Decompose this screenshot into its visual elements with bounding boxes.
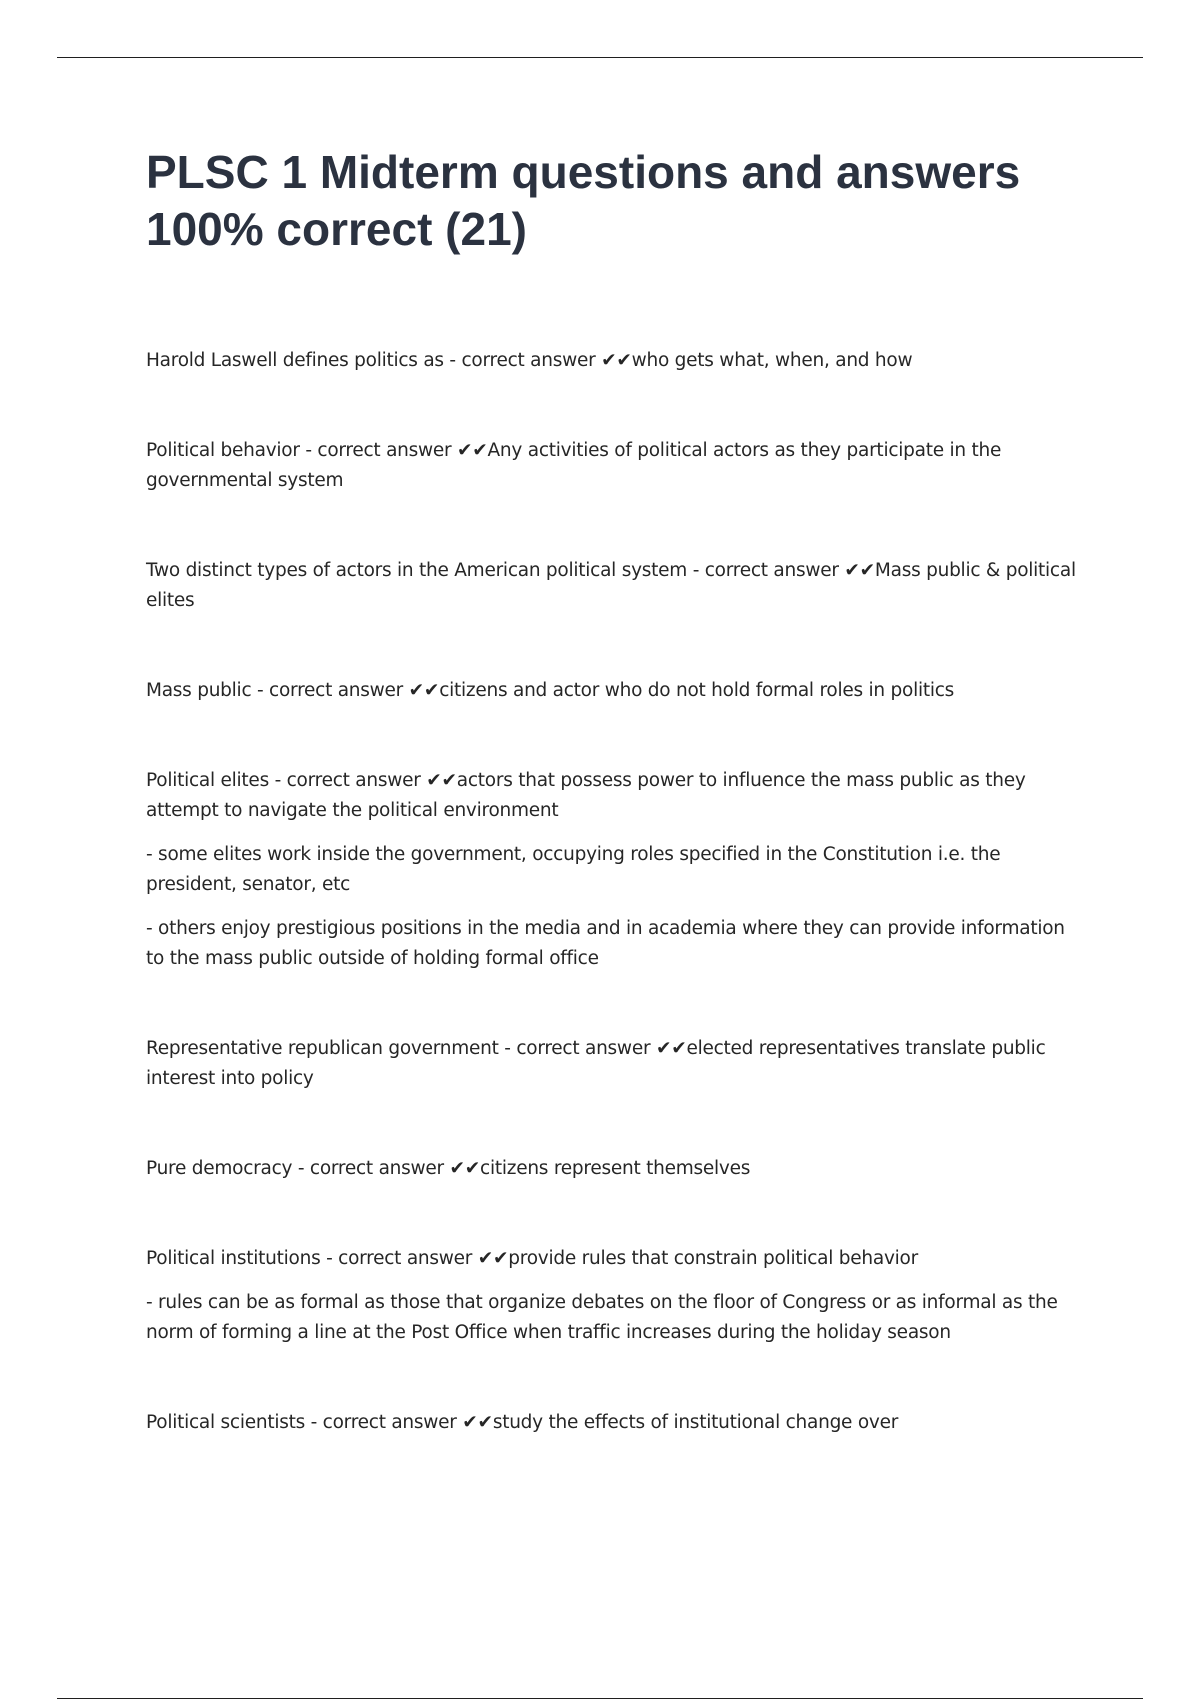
qa-entry xyxy=(146,1154,1086,1184)
qa-answer: Mass public & political elites xyxy=(146,560,1076,611)
qa-line xyxy=(146,1244,1086,1274)
double-checkmark-icon: ✔✔ xyxy=(601,350,632,371)
qa-answer: study the effects of institutional change over xyxy=(492,1412,899,1433)
qa-line xyxy=(146,676,1086,706)
qa-separator: - correct answer xyxy=(443,350,602,371)
qa-entry xyxy=(146,556,1086,616)
qa-line xyxy=(146,346,1086,376)
qa-list xyxy=(146,346,1086,1438)
qa-separator: - correct answer xyxy=(305,1412,463,1433)
qa-line xyxy=(146,1154,1086,1184)
qa-entry xyxy=(146,1034,1086,1094)
qa-separator: - correct answer xyxy=(687,560,845,581)
qa-entry xyxy=(146,346,1086,376)
double-checkmark-icon: ✔✔ xyxy=(408,680,440,701)
qa-line xyxy=(146,1408,1086,1438)
qa-separator: - correct answer xyxy=(498,1038,656,1059)
qa-term: Representative republican government xyxy=(146,1038,499,1059)
double-checkmark-icon: ✔✔ xyxy=(426,770,457,791)
qa-term: Political institutions xyxy=(146,1248,321,1269)
double-checkmark-icon: ✔✔ xyxy=(477,1248,509,1269)
qa-answer: provide rules that constrain political behavior xyxy=(508,1248,918,1269)
qa-separator: - correct answer xyxy=(299,440,458,461)
qa-answer: who gets what, when, and how xyxy=(631,350,913,371)
qa-answer: elected representatives translate public interest into policy xyxy=(146,1038,1046,1089)
qa-term: Political scientists xyxy=(146,1412,305,1433)
double-checkmark-icon: ✔✔ xyxy=(449,1158,481,1179)
qa-line xyxy=(146,1034,1086,1094)
qa-separator: - correct answer xyxy=(268,770,427,791)
double-checkmark-icon: ✔✔ xyxy=(655,1038,687,1059)
qa-separator: - correct answer xyxy=(251,680,409,701)
qa-term: Political elites xyxy=(146,770,269,791)
qa-entry xyxy=(146,766,1086,974)
qa-answer: Any activities of political actors as they participate in the governmental system xyxy=(146,440,1002,491)
qa-entry xyxy=(146,1244,1086,1348)
qa-entry xyxy=(146,436,1086,496)
double-checkmark-icon: ✔✔ xyxy=(457,440,488,461)
qa-term: Two distinct types of actors in the American political system xyxy=(146,560,688,581)
qa-term: Harold Laswell defines politics as xyxy=(146,350,444,371)
document-title: PLSC 1 Midterm questions and answers 100% correct (21) xyxy=(146,146,1021,255)
qa-separator: - correct answer xyxy=(292,1158,450,1179)
qa-answer: citizens represent themselves xyxy=(480,1158,751,1179)
qa-entry xyxy=(146,676,1086,706)
qa-term: Political behavior xyxy=(146,440,300,461)
qa-line xyxy=(146,766,1086,826)
double-checkmark-icon: ✔✔ xyxy=(844,560,875,581)
qa-answer: citizens and actor who do not hold formal roles in politics xyxy=(439,680,955,701)
qa-note: - rules can be as formal as those that organize debates on the floor of Congress or as informal as the norm of forming a line at the Post Office when traffic increases during the holiday season xyxy=(146,1292,1058,1343)
top-rule xyxy=(57,57,1143,58)
qa-note: - some elites work inside the government, occupying roles specified in the Constitution i.e. the president, senator, etc xyxy=(146,844,1001,895)
qa-note: - others enjoy prestigious positions in the media and in academia where they can provide information to the mass public outside of holding formal office xyxy=(146,918,1065,969)
qa-line xyxy=(146,556,1086,616)
qa-line xyxy=(146,436,1086,496)
qa-answer: actors that possess power to influence the mass public as they attempt to navigate the political environment xyxy=(146,770,1026,821)
qa-term: Pure democracy xyxy=(146,1158,293,1179)
double-checkmark-icon: ✔✔ xyxy=(462,1412,493,1433)
qa-separator: - correct answer xyxy=(320,1248,478,1269)
bottom-rule xyxy=(57,1698,1143,1699)
qa-term: Mass public xyxy=(146,680,252,701)
qa-entry xyxy=(146,1408,1086,1438)
